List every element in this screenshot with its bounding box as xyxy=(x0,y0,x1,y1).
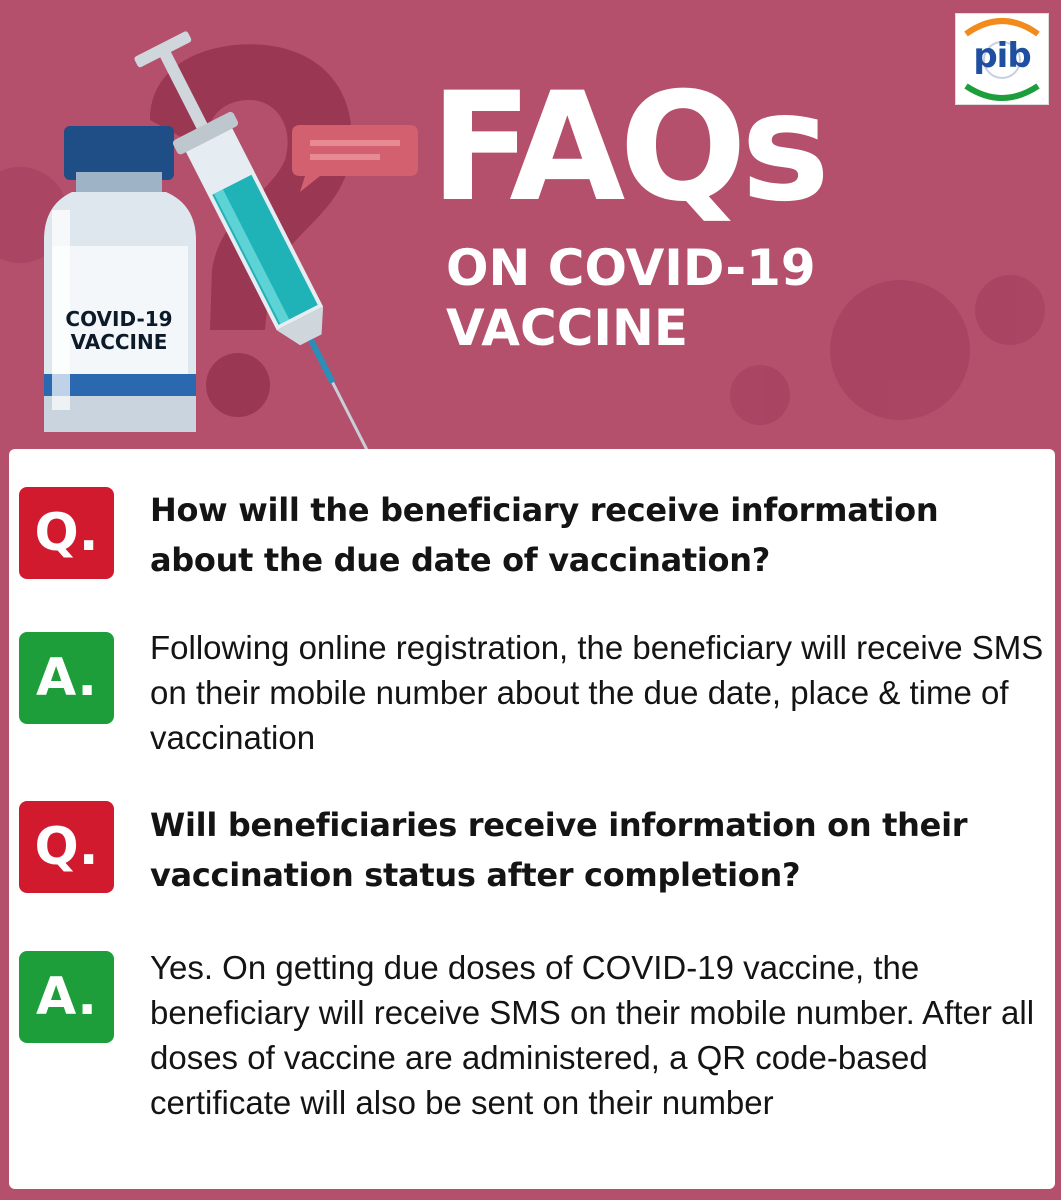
faq-question-2: Will beneficiaries receive information on their vaccination status after completion? xyxy=(150,806,968,894)
faq-card xyxy=(9,449,1055,1189)
faq-answer-1: Following online registration, the beneficiary will receive SMS on their mobile number about the due date, place & time of vaccination xyxy=(150,629,1044,756)
faq-question-1: How will the beneficiary receive information about the due date of vaccination? xyxy=(150,491,939,579)
vial-label xyxy=(44,308,194,354)
subtitle-line1: ON COVID-19 xyxy=(446,239,816,297)
vial-label-line1: COVID-19 xyxy=(65,307,173,331)
vaccine-vial-icon xyxy=(44,126,196,432)
chat-bubble-icon xyxy=(292,125,418,192)
subtitle-line2: VACCINE xyxy=(446,299,688,357)
header-banner xyxy=(0,0,1061,455)
question-badge: Q. xyxy=(19,487,114,579)
answer-badge: A. xyxy=(19,632,114,724)
vial-label-line2: VACCINE xyxy=(70,330,168,354)
page-title: FAQs xyxy=(430,61,825,235)
pib-logo xyxy=(955,13,1049,105)
faq-answer-2: Yes. On getting due doses of COVID-19 vaccine, the beneficiary will receive SMS on their mobile number. After all doses of vaccine are administered, a QR code-based certificate will also be sent on their number xyxy=(150,949,1035,1121)
logo-text: pib xyxy=(973,36,1031,76)
answer-badge: A. xyxy=(19,951,114,1043)
question-badge: Q. xyxy=(19,801,114,893)
page-subtitle xyxy=(446,238,816,358)
